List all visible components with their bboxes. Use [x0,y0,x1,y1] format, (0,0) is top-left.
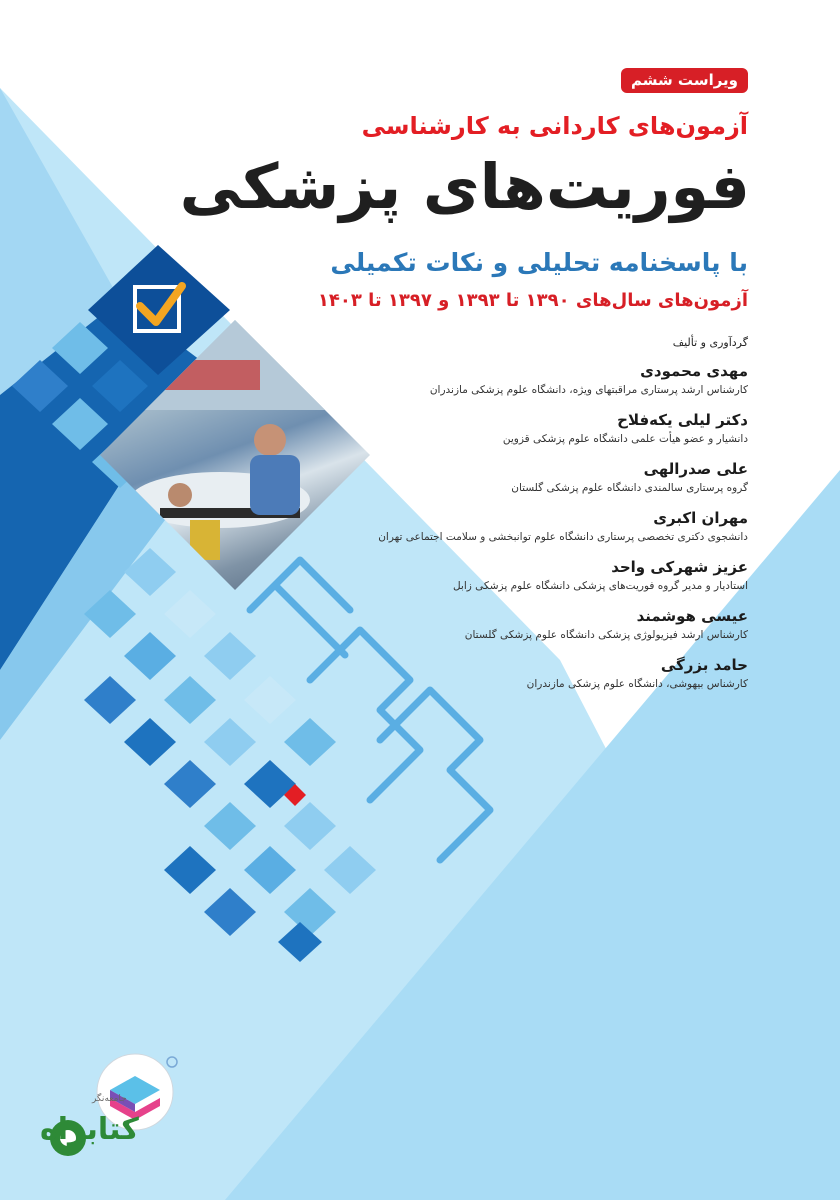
author-item [308,507,748,556]
author-name: عیسی هوشمند [636,607,748,625]
book-title: فوریت‌های پزشکی [179,150,750,223]
author-affiliation: استادیار و مدیر گروه فوریت‌های پزشکی دانشگاه علوم پزشکی زابل [452,580,748,592]
author-name: مهران اکبری [653,509,748,527]
authors-list [308,360,748,703]
compiled-by-label: گردآوری و تألیف [672,336,748,349]
book-tagline: با پاسخنامه تحلیلی و نکات تکمیلی [330,248,748,277]
author-item [308,654,748,703]
publisher-name: کتابراه [40,1112,139,1147]
author-item [308,409,748,458]
author-item [308,360,748,409]
book-subtitle: آزمون‌های کاردانی به کارشناسی [361,112,748,140]
author-affiliation: دانشیار و عضو هیأت علمی دانشگاه علوم پزشکی قزوین [502,433,748,445]
author-affiliation: کارشناس ارشد فیزیولوژی پزشکی دانشگاه علوم پزشکی گلستان [464,629,748,641]
author-name: عزیز شهرکی واحد [611,558,748,576]
author-item [308,556,748,605]
author-affiliation: کارشناس ارشد پرستاری مراقبتهای ویژه، دانشگاه علوم پزشکی مازندران [429,384,748,396]
author-affiliation: کارشناس بیهوشی، دانشگاه علوم پزشکی مازندران [526,678,748,690]
author-affiliation: دانشجوی دکتری تخصصی پرستاری دانشگاه علوم توانبخشی و سلامت اجتماعی تهران [378,531,748,543]
author-name: علی صدرالهی [643,460,748,478]
author-name: دکتر لیلی یکه‌فلاح [617,411,748,429]
edition-badge: ویراست ششم [621,68,748,93]
publisher-imprint: جامعه‌نگر [92,1094,127,1104]
author-name: حامد بزرگی [660,656,748,674]
author-name: مهدی محمودی [640,362,748,380]
author-affiliation: گروه پرستاری سالمندی دانشگاه علوم پزشکی گلستان [511,482,748,494]
author-item [308,458,748,507]
author-item [308,605,748,654]
exam-years: آزمون‌های سال‌های ۱۳۹۰ تا ۱۳۹۳ و ۱۳۹۷ تا ۱۴۰۳ [317,290,748,311]
